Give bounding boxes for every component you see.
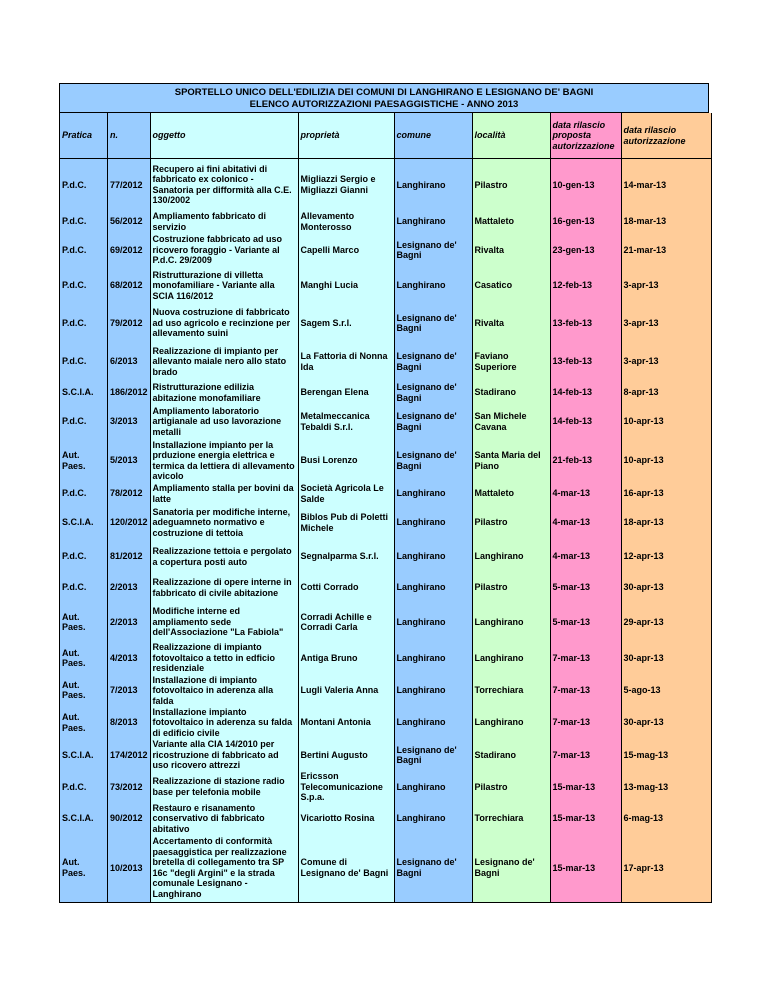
cell-autorizzazione: 12-apr-13 (621, 541, 711, 573)
cell-proposta: 12-feb-13 (550, 268, 621, 304)
cell-proposta: 15-mar-13 (550, 771, 621, 803)
table-row (60, 573, 712, 603)
cell-autorizzazione: 10-apr-13 (621, 405, 711, 439)
cell-localita: Langhirano (472, 706, 550, 739)
cell-proposta: 14-feb-13 (550, 405, 621, 439)
cell-pratica: P.d.C. (60, 233, 108, 268)
cell-n: 186/2012 (108, 381, 151, 405)
cell-n: 73/2012 (108, 771, 151, 803)
cell-proprieta: Manghi Lucia (298, 268, 394, 304)
table-row (60, 706, 712, 739)
table-row (60, 803, 712, 835)
cell-autorizzazione: 30-apr-13 (621, 642, 711, 675)
cell-oggetto: Ampliamento laboratorio artigianale ad uso lavorazione metalli (150, 405, 298, 439)
cell-proposta: 5-mar-13 (550, 573, 621, 603)
cell-proprieta: Antiga Bruno (298, 642, 394, 675)
cell-proprieta: Allevamento Monterosso (298, 211, 394, 233)
cell-localita: Langhirano (472, 642, 550, 675)
table-row (60, 483, 712, 505)
title-line-1: SPORTELLO UNICO DELL'EDILIZIA DEI COMUNI DI LANGHIRANO E LESIGNANO DE' BAGNI (174, 87, 594, 98)
cell-autorizzazione: 14-mar-13 (621, 159, 711, 211)
cell-oggetto: Costruzione fabbricato ad uso ricovero foraggio - Variante al P.d.C. 29/2009 (150, 233, 298, 268)
header-n: n. (108, 113, 151, 159)
cell-autorizzazione: 29-apr-13 (621, 603, 711, 642)
cell-proposta: 15-mar-13 (550, 803, 621, 835)
cell-proprieta: Berengan Elena (298, 381, 394, 405)
cell-pratica: S.C.I.A. (60, 803, 108, 835)
cell-autorizzazione: 21-mar-13 (621, 233, 711, 268)
table-row (60, 505, 712, 541)
cell-comune: Lesignano de' Bagni (394, 739, 472, 771)
table-row (60, 159, 712, 211)
cell-localita: Lesignano de' Bagni (472, 834, 550, 902)
cell-localita: Pilastro (472, 159, 550, 211)
cell-comune: Langhirano (394, 771, 472, 803)
cell-localita: San Michele Cavana (472, 405, 550, 439)
cell-proposta: 7-mar-13 (550, 642, 621, 675)
cell-autorizzazione: 18-apr-13 (621, 505, 711, 541)
table-row (60, 439, 712, 483)
cell-n: 5/2013 (108, 439, 151, 483)
cell-autorizzazione: 8-apr-13 (621, 381, 711, 405)
cell-oggetto: Ampliamento stalla per bovini da latte (150, 483, 298, 505)
cell-n: 68/2012 (108, 268, 151, 304)
cell-oggetto: Variante alla CIA 14/2010 per ricostruzione di fabbricato ad uso ricovero attrezzi (150, 739, 298, 771)
cell-proprieta: Segnalparma S.r.l. (298, 541, 394, 573)
cell-localita: Faviano Superiore (472, 343, 550, 381)
cell-pratica: P.d.C. (60, 771, 108, 803)
cell-localita: Pilastro (472, 573, 550, 603)
cell-autorizzazione: 10-apr-13 (621, 439, 711, 483)
cell-localita: Casatico (472, 268, 550, 304)
cell-localita: Stadirano (472, 739, 550, 771)
cell-oggetto: Realizzazione di impianto fotovoltaico a tetto in edficio residenziale (150, 642, 298, 675)
cell-pratica: P.d.C. (60, 159, 108, 211)
cell-pratica: Aut. Paes. (60, 603, 108, 642)
header-pratica: Pratica (60, 113, 108, 159)
cell-proprieta: Capelli Marco (298, 233, 394, 268)
cell-comune: Langhirano (394, 573, 472, 603)
header-oggetto: oggetto (150, 113, 298, 159)
cell-proposta: 10-gen-13 (550, 159, 621, 211)
cell-n: 77/2012 (108, 159, 151, 211)
table-row (60, 381, 712, 405)
header-comune: comune (394, 113, 472, 159)
cell-pratica: P.d.C. (60, 211, 108, 233)
cell-localita: Rivalta (472, 233, 550, 268)
cell-comune: Lesignano de' Bagni (394, 304, 472, 343)
cell-proprieta: Società Agricola Le Salde (298, 483, 394, 505)
cell-oggetto: Installazione impianto fotovoltaico in aderenza su falda di edificio civile (150, 706, 298, 739)
cell-oggetto: Realizzazione di opere interne in fabbricato di civile abitazione (150, 573, 298, 603)
cell-autorizzazione: 30-apr-13 (621, 706, 711, 739)
cell-oggetto: Ampliamento fabbricato di servizio (150, 211, 298, 233)
cell-autorizzazione: 3-apr-13 (621, 304, 711, 343)
cell-autorizzazione: 5-ago-13 (621, 675, 711, 707)
cell-pratica: P.d.C. (60, 343, 108, 381)
cell-autorizzazione: 18-mar-13 (621, 211, 711, 233)
cell-pratica: Aut. Paes. (60, 439, 108, 483)
cell-localita: Langhirano (472, 603, 550, 642)
cell-pratica: P.d.C. (60, 541, 108, 573)
cell-n: 7/2013 (108, 675, 151, 707)
cell-n: 69/2012 (108, 233, 151, 268)
cell-proposta: 16-gen-13 (550, 211, 621, 233)
header-row (60, 113, 712, 159)
cell-proprieta: Ericsson Telecomunicazione S.p.a. (298, 771, 394, 803)
cell-pratica: P.d.C. (60, 304, 108, 343)
cell-comune: Lesignano de' Bagni (394, 439, 472, 483)
cell-proposta: 7-mar-13 (550, 739, 621, 771)
header-data-autorizzazione: data rilascio autorizzazione (621, 113, 711, 159)
cell-proposta: 14-feb-13 (550, 381, 621, 405)
cell-oggetto: Restauro e risanamento conservativo di fabbricato abitativo (150, 803, 298, 835)
table-row (60, 233, 712, 268)
header-data-proposta: data rilascio proposta autorizzazione (550, 113, 621, 159)
cell-comune: Langhirano (394, 268, 472, 304)
title-line-2: ELENCO AUTORIZZAZIONI PAESAGGISTICHE - ANNO 2013 (249, 99, 519, 110)
cell-localita: Pilastro (472, 771, 550, 803)
cell-n: 81/2012 (108, 541, 151, 573)
cell-pratica: S.C.I.A. (60, 381, 108, 405)
cell-n: 10/2013 (108, 834, 151, 902)
cell-n: 56/2012 (108, 211, 151, 233)
cell-n: 79/2012 (108, 304, 151, 343)
cell-autorizzazione: 16-apr-13 (621, 483, 711, 505)
table-row (60, 642, 712, 675)
cell-n: 3/2013 (108, 405, 151, 439)
table-row (60, 304, 712, 343)
cell-pratica: Aut. Paes. (60, 675, 108, 707)
cell-proprieta: Corradi Achille e Corradi Carla (298, 603, 394, 642)
cell-oggetto: Installazione di impianto fotovoltaico in aderenza alla falda (150, 675, 298, 707)
cell-comune: Lesignano de' Bagni (394, 405, 472, 439)
cell-autorizzazione: 15-mag-13 (621, 739, 711, 771)
table-row (60, 268, 712, 304)
cell-proprieta: Lugli Valeria Anna (298, 675, 394, 707)
cell-comune: Langhirano (394, 675, 472, 707)
cell-localita: Stadirano (472, 381, 550, 405)
table-row (60, 541, 712, 573)
cell-proposta: 13-feb-13 (550, 304, 621, 343)
cell-comune: Langhirano (394, 603, 472, 642)
cell-pratica: Aut. Paes. (60, 706, 108, 739)
cell-comune: Lesignano de' Bagni (394, 381, 472, 405)
cell-pratica: Aut. Paes. (60, 642, 108, 675)
cell-autorizzazione: 30-apr-13 (621, 573, 711, 603)
cell-n: 2/2013 (108, 603, 151, 642)
cell-proprieta: Biblos Pub di Poletti Michele (298, 505, 394, 541)
authorizations-table (59, 113, 712, 903)
cell-proposta: 7-mar-13 (550, 675, 621, 707)
header-proprieta: proprietà (298, 113, 394, 159)
cell-oggetto: Realizzazione di stazione radio base per telefonia mobile (150, 771, 298, 803)
cell-oggetto: Realizzazione di impianto per allevanto maiale nero allo stato brado (150, 343, 298, 381)
cell-autorizzazione: 3-apr-13 (621, 343, 711, 381)
cell-localita: Pilastro (472, 505, 550, 541)
cell-comune: Lesignano de' Bagni (394, 834, 472, 902)
cell-localita: Santa Maria del Piano (472, 439, 550, 483)
table-row (60, 343, 712, 381)
cell-proprieta: Busi Lorenzo (298, 439, 394, 483)
cell-proposta: 4-mar-13 (550, 505, 621, 541)
cell-proprieta: Comune di Lesignano de' Bagni (298, 834, 394, 902)
cell-pratica: S.C.I.A. (60, 739, 108, 771)
cell-pratica: S.C.I.A. (60, 505, 108, 541)
table-row (60, 211, 712, 233)
table-row (60, 675, 712, 707)
cell-n: 174/2012 (108, 739, 151, 771)
cell-n: 8/2013 (108, 706, 151, 739)
cell-oggetto: Ristrutturazione edilizia abitazione monofamiliare (150, 381, 298, 405)
cell-comune: Langhirano (394, 706, 472, 739)
cell-localita: Mattaleto (472, 211, 550, 233)
cell-oggetto: Nuova costruzione di fabbricato ad uso agricolo e recinzione per allevamento suini (150, 304, 298, 343)
cell-oggetto: Accertamento di conformità paesaggistica per realizzazione bretella di collegamento tra SP 16c "degli Argini" e la strada comunale Lesignano - Langhirano (150, 834, 298, 902)
cell-n: 2/2013 (108, 573, 151, 603)
cell-proposta: 13-feb-13 (550, 343, 621, 381)
cell-proprieta: Cotti Corrado (298, 573, 394, 603)
cell-oggetto: Modifiche interne ed ampliamento sede dell'Associazione "La Fabiola" (150, 603, 298, 642)
cell-n: 120/2012 (108, 505, 151, 541)
cell-localita: Torrechiara (472, 675, 550, 707)
table-row (60, 771, 712, 803)
cell-pratica: P.d.C. (60, 268, 108, 304)
cell-proprieta: Sagem S.r.l. (298, 304, 394, 343)
cell-comune: Langhirano (394, 642, 472, 675)
cell-autorizzazione: 3-apr-13 (621, 268, 711, 304)
cell-proposta: 5-mar-13 (550, 603, 621, 642)
cell-comune: Langhirano (394, 211, 472, 233)
cell-localita: Torrechiara (472, 803, 550, 835)
document-title (59, 83, 709, 113)
cell-proprieta: Migliazzi Sergio e Migliazzi Gianni (298, 159, 394, 211)
cell-proprieta: Vicariotto Rosina (298, 803, 394, 835)
cell-comune: Langhirano (394, 541, 472, 573)
cell-oggetto: Realizzazione tettoia e pergolato a copertura posti auto (150, 541, 298, 573)
header-localita: località (472, 113, 550, 159)
cell-comune: Langhirano (394, 505, 472, 541)
cell-proprieta: Bertini Augusto (298, 739, 394, 771)
cell-localita: Mattaleto (472, 483, 550, 505)
cell-comune: Lesignano de' Bagni (394, 233, 472, 268)
cell-proposta: 15-mar-13 (550, 834, 621, 902)
table-row (60, 834, 712, 902)
cell-proprieta: Montani Antonia (298, 706, 394, 739)
cell-autorizzazione: 13-mag-13 (621, 771, 711, 803)
cell-comune: Langhirano (394, 483, 472, 505)
cell-proprieta: Metalmeccanica Tebaldi S.r.l. (298, 405, 394, 439)
cell-pratica: P.d.C. (60, 483, 108, 505)
cell-localita: Rivalta (472, 304, 550, 343)
cell-comune: Langhirano (394, 159, 472, 211)
cell-pratica: P.d.C. (60, 405, 108, 439)
table-row (60, 405, 712, 439)
cell-proposta: 4-mar-13 (550, 541, 621, 573)
cell-proposta: 4-mar-13 (550, 483, 621, 505)
cell-pratica: Aut. Paes. (60, 834, 108, 902)
cell-localita: Langhirano (472, 541, 550, 573)
cell-oggetto: Ristrutturazione di villetta monofamiliare - Variante alla SCIA 116/2012 (150, 268, 298, 304)
cell-n: 4/2013 (108, 642, 151, 675)
cell-proposta: 21-feb-13 (550, 439, 621, 483)
table-row (60, 739, 712, 771)
cell-proposta: 23-gen-13 (550, 233, 621, 268)
cell-autorizzazione: 17-apr-13 (621, 834, 711, 902)
cell-proposta: 7-mar-13 (550, 706, 621, 739)
cell-oggetto: Recupero ai fini abitativi di fabbricato ex colonico - Sanatoria per difformità alla C.E. 130/2002 (150, 159, 298, 211)
table-row (60, 603, 712, 642)
cell-comune: Lesignano de' Bagni (394, 343, 472, 381)
cell-autorizzazione: 6-mag-13 (621, 803, 711, 835)
cell-n: 90/2012 (108, 803, 151, 835)
cell-comune: Langhirano (394, 803, 472, 835)
cell-oggetto: Installazione impianto per la prduzione energia elettrica e termica da lettiera di allevamento avicolo (150, 439, 298, 483)
cell-proprieta: La Fattoria di Nonna Ida (298, 343, 394, 381)
cell-n: 78/2012 (108, 483, 151, 505)
cell-oggetto: Sanatoria per modifiche interne, adeguamneto normativo e costruzione di tettoia (150, 505, 298, 541)
cell-n: 6/2013 (108, 343, 151, 381)
cell-pratica: P.d.C. (60, 573, 108, 603)
